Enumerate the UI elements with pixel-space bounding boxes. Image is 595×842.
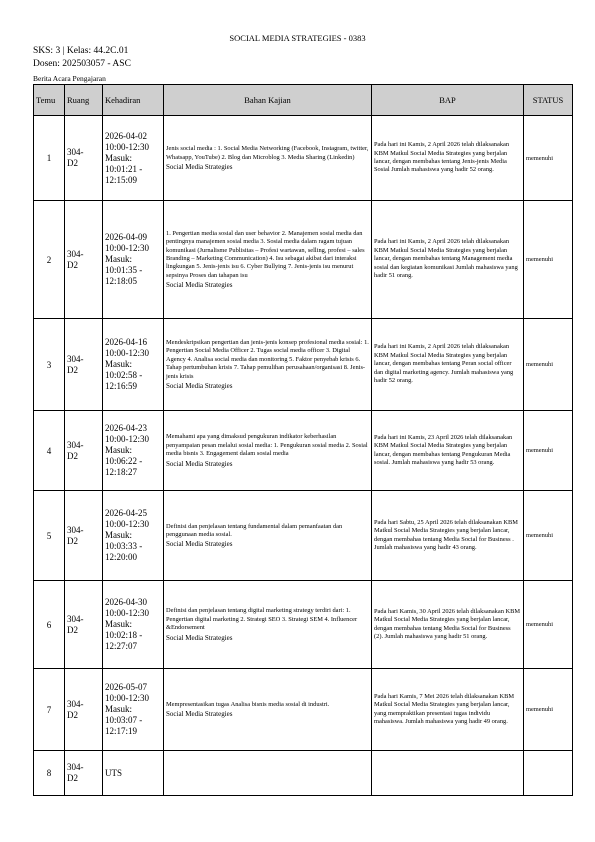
table-row	[34, 491, 573, 581]
cell-status: memenuhi	[524, 491, 573, 581]
cell-bahan-kajian	[164, 581, 372, 669]
cell-bap: Pada hari Sabtu, 25 April 2026 telah dilaksanakan KBM Matkul Social Media Strategies yang berjalan lancar, dengan membahas tentang Media Social for Business . Jumlah mahasiswa yang hadir 43 orang.	[372, 491, 524, 581]
table-row	[34, 669, 573, 751]
cell-bahan-kajian	[164, 201, 372, 319]
cell-no: 7	[34, 669, 65, 751]
cell-bap	[372, 751, 524, 796]
col-kehadiran: Kehadiran	[103, 85, 164, 116]
table-row	[34, 411, 573, 491]
sks-kelas-info: SKS: 3 | Kelas: 44.2C.01	[33, 46, 129, 56]
bahan-text: Mendeskripsikan pengertian dan jenis-jenis konsep profesional media sosial: 1. Pengertian Social Media Officer 2. Tugas social media officer 3. Digital Agency 4. Analisa social media dan monitoring 5. Faktor penyebab krisis 6. Tahap pertumbuhan krisis 7. Tahap pemulihan perusahaan/organisasi 8. Jenis-jenis krisis	[166, 338, 369, 380]
cell-status	[524, 751, 573, 796]
cell-bap: Pada hari Kamis, 30 April 2026 telah dilaksanakan KBM Matkul Social Media Strategies yang berjalan lancar, dengan membahas tentang Media Social for Business (2). Jumlah mahasiswa yang hadir 51 orang.	[372, 581, 524, 669]
table-row	[34, 319, 573, 411]
col-status: STATUS	[524, 85, 573, 116]
cell-status: memenuhi	[524, 669, 573, 751]
cell-kehadiran: 2026-05-07 10:00-12:30 Masuk: 10:03:07 - 12:17:19	[103, 669, 164, 751]
bahan-course: Social Media Strategies	[166, 710, 233, 719]
bahan-course: Social Media Strategies	[166, 459, 233, 468]
cell-bahan-kajian	[164, 491, 372, 581]
bahan-text: Definisi dan penjelasan tentang fundamental dalam pemanfaatan dan penggunaan media sosial.	[166, 522, 343, 538]
cell-ruang: 304- D2	[65, 411, 103, 491]
cell-bahan-kajian	[164, 669, 372, 751]
cell-bahan-kajian	[164, 116, 372, 201]
table-header-row	[34, 85, 573, 116]
cell-no: 6	[34, 581, 65, 669]
cell-ruang: 304- D2	[65, 319, 103, 411]
document-title: SOCIAL MEDIA STRATEGIES - 0383	[229, 33, 366, 43]
cell-kehadiran: 2026-04-16 10:00-12:30 Masuk: 10:02:58 - 12:16:59	[103, 319, 164, 411]
table-row	[34, 116, 573, 201]
cell-status: memenuhi	[524, 581, 573, 669]
cell-no: 5	[34, 491, 65, 581]
cell-status: memenuhi	[524, 319, 573, 411]
bahan-course: Social Media Strategies	[166, 540, 233, 549]
bahan-text: Jenis social media : 1. Social Media Networking (Facebook, Instagram, twitter, Whatsapp, YouTube) 2. Blog dan Microblog 3. Media Sharing (Linkedin)	[166, 145, 369, 161]
cell-no: 2	[34, 201, 65, 319]
cell-kehadiran: 2026-04-09 10:00-12:30 Masuk: 10:01:35 - 12:18:05	[103, 201, 164, 319]
col-ruang: Ruang	[65, 85, 103, 116]
table-row	[34, 751, 573, 796]
col-bahan-kajian: Bahan Kajian	[164, 85, 372, 116]
bahan-text: Definisi dan penjelasan tentang digital marketing strategy terdiri dari: 1. Pengertian digital marketing 2. Strategi SEO 3. Strategi SEM 4. Influencer &Endorsement	[166, 607, 358, 632]
cell-bap: Pada hari ini Kamis, 2 April 2026 telah dilaksanakan KBM Matkul Social Media Strategies yang berjalan lancar, dengan membahas tentang Peran social officer dan digital marketing agency. Jumlah mahasiswa yang hadir 52 orang.	[372, 319, 524, 411]
cell-no: 8	[34, 751, 65, 796]
bahan-text: Memahami apa yang dimaksud pengukuran indikator keberhasilan penyampaian pesan melalui sosial media: 1. Pengukuran sosial media 2. Sosial media bisnis 3. Engagement dalam sosial media	[166, 433, 368, 458]
cell-ruang: 304- D2	[65, 201, 103, 319]
cell-bahan-kajian	[164, 319, 372, 411]
col-temu: Temu	[34, 85, 65, 116]
cell-kehadiran: 2026-04-23 10:00-12:30 Masuk: 10:06:22 - 12:18:27	[103, 411, 164, 491]
table-row	[34, 201, 573, 319]
cell-ruang: 304- D2	[65, 491, 103, 581]
col-bap: BAP	[372, 85, 524, 116]
cell-ruang: 304- D2	[65, 669, 103, 751]
cell-kehadiran: UTS	[103, 751, 164, 796]
table-row	[34, 581, 573, 669]
section-heading: Berita Acara Pengajaran	[33, 74, 106, 83]
cell-kehadiran: 2026-04-30 10:00-12:30 Masuk: 10:02:18 - 12:27:07	[103, 581, 164, 669]
cell-ruang: 304- D2	[65, 116, 103, 201]
cell-bap: Pada hari ini Kamis, 2 April 2026 telah dilaksanakan KBM Matkul Social Media Strategies yang berjalan lancar, dengan membahas tentang Management media sosial dan kegiatan komunikasi Jumlah mahasiswa yang hadir 51 orang.	[372, 201, 524, 319]
bap-table	[33, 84, 573, 796]
cell-bap: Pada hari Kamis, 7 Mei 2026 telah dilaksanakan KBM Matkul Social Media Strategies yang berjalan lancar, yang mempraktikan presentasi tugas individu mahasiswa. Jumlah mahasiswa yang hadir 49 orang.	[372, 669, 524, 751]
cell-status: memenuhi	[524, 116, 573, 201]
bahan-course: Social Media Strategies	[166, 633, 233, 642]
cell-bahan-kajian	[164, 751, 372, 796]
cell-status: memenuhi	[524, 411, 573, 491]
cell-bap: Pada hari ini Kamis, 23 April 2026 telah dilaksanakan KBM Matkul Social Media Strategies yang berjalan lancar, dengan membahas tentang Pengukuran Media sosial. Jumlah mahasiswa yang hadir 53 orang.	[372, 411, 524, 491]
cell-ruang: 304- D2	[65, 581, 103, 669]
cell-no: 4	[34, 411, 65, 491]
cell-kehadiran: 2026-04-25 10:00-12:30 Masuk: 10:03:33 - 12:20:00	[103, 491, 164, 581]
cell-bap: Pada hari ini Kamis, 2 April 2026 telah dilaksanakan KBM Matkul Social Media Strategies yang berjalan lancar, dengan membahas tentang Jenis-jenis Media Sosial Jumlah mahasiswa yang hadir 52 orang.	[372, 116, 524, 201]
bahan-course: Social Media Strategies	[166, 281, 233, 290]
bahan-text: 1. Pengertian media sosial dan user behavior 2. Manajemen sosial media dan pentingnya manajemen sosial media 3. Sosial media dalam ragam tujuan komunikasi (Jurnalisme Publisitas – Profesi wartawan, selling, profesi – sales Branding – Marketing Communication) 4. Isu sebagai akibat dari interaksi lingkungan 5. Jenis-jenis isu 6. Cyber Bullying 7. Jenis-jenis isu menurut sepsinya Proses dan tahapan isu	[166, 229, 365, 279]
bahan-course: Social Media Strategies	[166, 162, 233, 171]
dosen-info: Dosen: 202503057 - ASC	[33, 59, 131, 69]
cell-ruang: 304- D2	[65, 751, 103, 796]
bahan-text: Mempresentasikan tugas Analisa bisnis media sosial di industri.	[166, 700, 330, 708]
cell-bahan-kajian	[164, 411, 372, 491]
bahan-course: Social Media Strategies	[166, 382, 233, 391]
cell-no: 1	[34, 116, 65, 201]
cell-kehadiran: 2026-04-02 10:00-12:30 Masuk: 10:01:21 - 12:15:09	[103, 116, 164, 201]
cell-status: memenuhi	[524, 201, 573, 319]
cell-no: 3	[34, 319, 65, 411]
